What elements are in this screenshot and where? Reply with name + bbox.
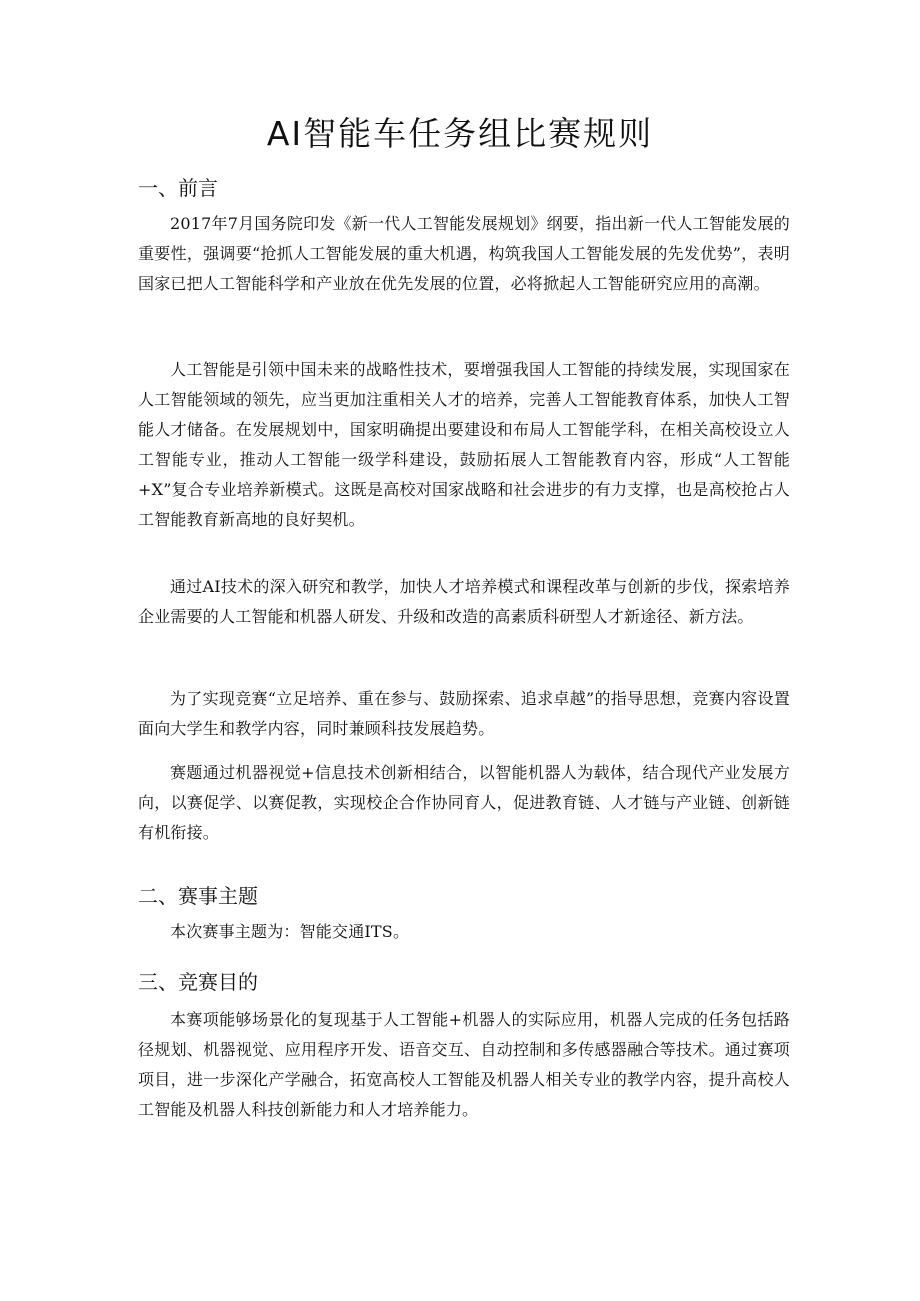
document-title: AI智能车任务组比赛规则 [266,114,654,153]
preface-paragraph-2: 人工智能是引领中国未来的战略性技术，要增强我国人工智能的持续发展，实现国家在人工智能领域的领先，应当更加注重相关人才的培养，完善人工智能教育体系，加快人工智能人才储备。在发展规划中，国家明确提出要建设和布局人工智能学科，在相关高校设立人工智能专业，推动人工智能一级学科建设，鼓励拓展人工智能教育内容，形成“人工智能+X”复合专业培养新模式。这既是高校对国家战略和社会进步的有力支撑，也是高校抢占人工智能教育新高地的良好契机。 [138,360,790,529]
section-heading-preface: 一、前言 [138,176,218,200]
preface-paragraph-3: 通过AI技术的深入研究和教学，加快人才培养模式和课程改革与创新的步伐，探索培养企业需要的人工智能和机器人研发、升级和改造的高素质科研型人才新途径、新方法。 [138,577,790,626]
theme-paragraph: 本次赛事主题为：智能交通ITS。 [170,922,410,941]
preface-paragraph-1: 2017年7月国务院印发《新一代人工智能发展规划》纲要，指出新一代人工智能发展的重要性，强调要“抢抓人工智能发展的重大机遇，构筑我国人工智能发展的先发优势”，表明国家已把人工智能科学和产业放在优先发展的位置，必将掀起人工智能研究应用的高潮。 [138,214,790,293]
preface-paragraph-5: 赛题通过机器视觉+信息技术创新相结合，以智能机器人为载体，结合现代产业发展方向，以赛促学、以赛促教，实现校企合作协同育人，促进教育链、人才链与产业链、创新链有机衔接。 [138,763,790,842]
section-heading-theme: 二、赛事主题 [138,884,258,908]
purpose-paragraph: 本赛项能够场景化的复现基于人工智能+机器人的实际应用，机器人完成的任务包括路径规划、机器视觉、应用程序开发、语音交互、自动控制和多传感器融合等技术。通过赛项项目，进一步深化产学融合，拓宽高校人工智能及机器人相关专业的教学内容，提升高校人工智能及机器人科技创新能力和人才培养能力。 [138,1010,790,1119]
preface-paragraph-4: 为了实现竞赛“立足培养、重在参与、鼓励探索、追求卓越”的指导思想，竞赛内容设置面向大学生和教学内容，同时兼顾科技发展趋势。 [138,689,790,738]
section-heading-purpose: 三、竞赛目的 [138,970,258,994]
